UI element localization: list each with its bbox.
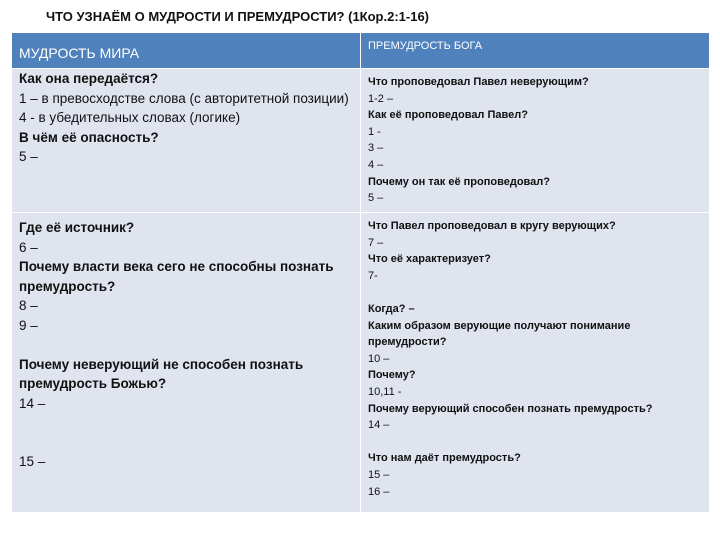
cell-line	[368, 434, 702, 451]
row2-right-cell	[361, 213, 710, 513]
cell-line: Почему власти века сего не способны познать премудрость?	[19, 259, 334, 294]
cell-line: 7 –	[368, 236, 384, 249]
cell-line: 3 –	[368, 142, 384, 155]
cell-line: Что Павел проповедовал в кругу верующих?	[368, 220, 616, 232]
cell-line: 5 –	[368, 192, 384, 205]
cell-line: Что проповедовал Павел неверующим?	[368, 76, 589, 88]
cell-line: Как она передаётся?	[19, 71, 159, 86]
cell-line: 15 –	[19, 454, 46, 469]
cell-line: 15 –	[368, 468, 390, 481]
cell-line: Почему неверующий не способен познать премудрость Божью?	[19, 356, 304, 391]
row1-left-cell	[12, 69, 361, 213]
cell-line: Почему верующий способен познать премудрость?	[368, 402, 653, 415]
cell-line: 5 –	[19, 149, 38, 164]
cell-line: 7-	[368, 269, 378, 282]
table-row	[12, 69, 710, 213]
cell-line: В чём её опасность?	[19, 129, 159, 145]
row1-right-cell	[361, 69, 710, 213]
cell-line: 14 –	[368, 419, 390, 432]
cell-line	[19, 413, 353, 433]
cell-line: Как её проповедовал Павел?	[368, 109, 528, 122]
cell-line: Каким образом верующие получают понимание премудрости?	[368, 319, 631, 349]
cell-line: 1-2 –	[368, 92, 394, 105]
cell-line: Что нам даёт премудрость?	[368, 452, 521, 465]
cell-line: 1 -	[368, 125, 381, 138]
cell-line: 10 –	[368, 352, 390, 365]
cell-line	[19, 335, 353, 355]
cell-line: 6 –	[19, 239, 38, 255]
table-row	[12, 213, 710, 513]
cell-line: Почему он так её проповедовал?	[368, 175, 550, 188]
cell-line: 4 –	[368, 158, 384, 171]
cell-line: 14 –	[19, 395, 46, 411]
cell-line: 16 –	[368, 485, 390, 498]
cell-line: Где её источник?	[19, 220, 135, 235]
header-world-wisdom: МУДРОСТЬ МИРА	[12, 33, 361, 69]
row2-left-cell	[12, 213, 361, 513]
title-main: ЧТО УЗНАЁМ О МУДРОСТИ И ПРЕМУДРОСТИ?	[46, 9, 345, 24]
cell-line: 4 - в убедительных словах (логике)	[19, 110, 241, 125]
title-reference: (1Кор.2:1-16)	[344, 9, 430, 24]
cell-line: 9 –	[19, 317, 38, 333]
cell-line: 10,11 -	[368, 385, 402, 398]
cell-line	[368, 284, 702, 301]
header-row	[12, 33, 710, 69]
cell-line	[19, 433, 353, 453]
comparison-table	[11, 32, 710, 513]
cell-line: 8 –	[19, 298, 38, 313]
page-title	[46, 9, 429, 24]
cell-line: Что её характеризует?	[368, 253, 491, 266]
cell-line: Когда? –	[368, 302, 415, 315]
cell-line: 1 – в превосходстве слова (с авторитетной позиции)	[19, 90, 349, 106]
cell-line: Почему?	[368, 369, 416, 382]
header-god-wisdom: ПРЕМУДРОСТЬ БОГА	[361, 33, 710, 69]
